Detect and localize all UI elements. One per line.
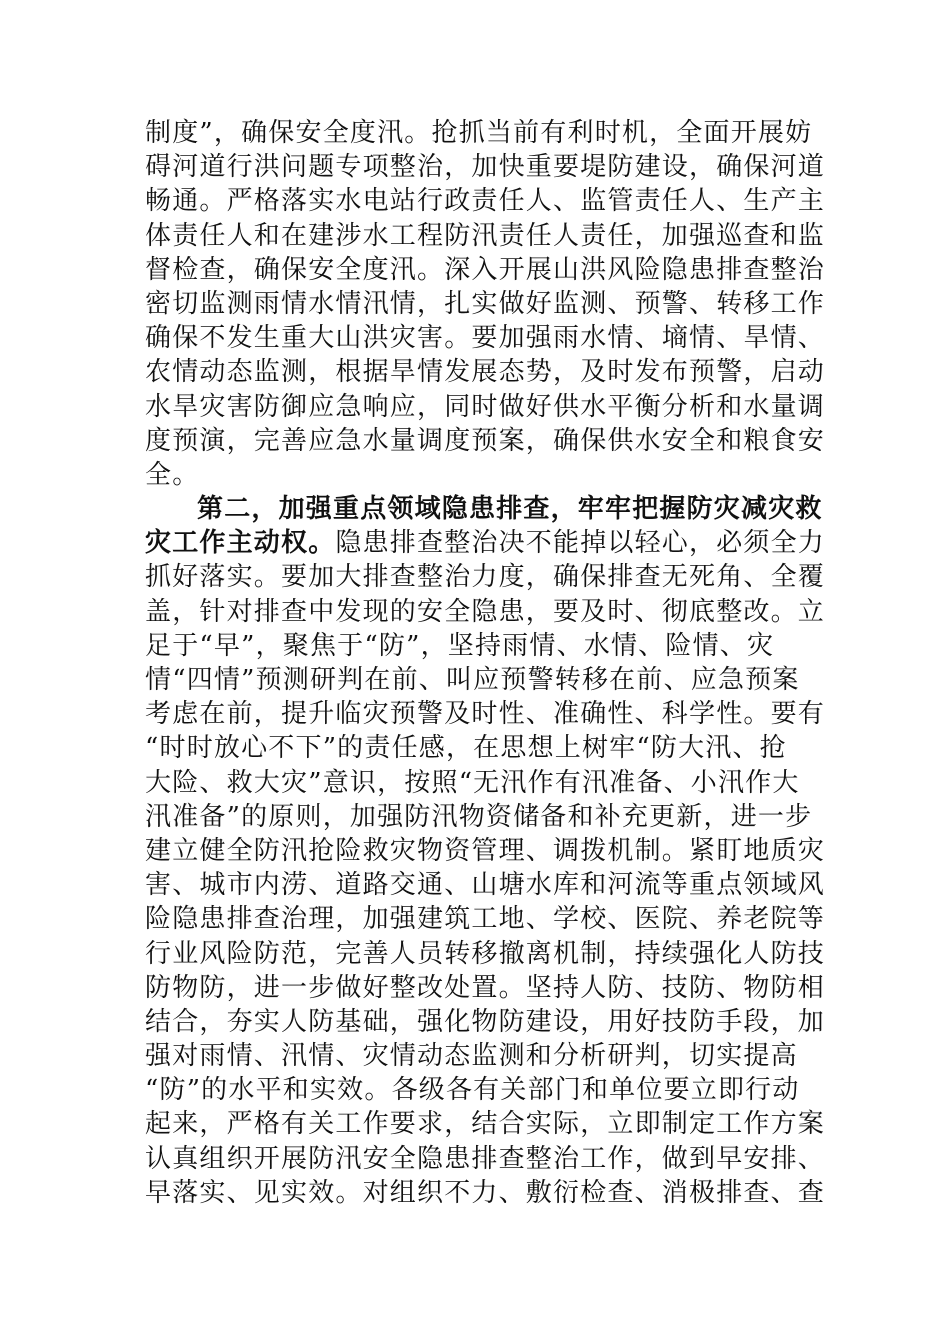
text-line: 行业风险防范，完善人员转移撤离机制，持续强化人防技 (145, 938, 826, 969)
text-line: 大险、救大灾”意识，按照“无汛作有汛准备、小汛作大 (145, 767, 800, 798)
text-line: 农情动态监测，根据旱情发展态势，及时发布预警，启动 (145, 357, 826, 388)
text-line: “时时放心不下”的责任感，在思想上树牢“防大汛、抢 (145, 733, 787, 764)
paragraph-heading-continued: 灾工作主动权。 (145, 528, 336, 559)
text-line: 制度”，确保安全度汛。抢抓当前有利时机，全面开展妨 (145, 118, 813, 148)
text-line: 全。 (145, 459, 200, 490)
text-line: “防”的水平和实效。各级各有关部门和单位要立即行动 (145, 1075, 800, 1106)
text-line: 汛准备”的原则，加强防汛物资储备和补充更新，进一步 (145, 801, 813, 832)
text-line: 畅通。严格落实水电站行政责任人、监管责任人、生产主 (145, 186, 826, 217)
document-body (145, 116, 826, 1210)
text-line: 盖，针对排查中发现的安全隐患，要及时、彻底整改。立 (145, 596, 826, 627)
text-line-rest: 隐患排查整治决不能掉以轻心，必须全力 (335, 528, 826, 559)
text-line: 水旱灾害防御应急响应，同时做好供水平衡分析和水量调 (145, 391, 826, 422)
text-line: 碍河道行洪问题专项整治，加快重要堤防建设，确保河道 (145, 152, 826, 183)
text-line: 险隐患排查治理，加强建筑工地、学校、医院、养老院等 (145, 904, 826, 935)
text-line: 督检查，确保安全度汛。深入开展山洪风险隐患排查整治 (145, 254, 826, 285)
text-line: 度预演，完善应急水量调度预案，确保供水安全和粮食安 (145, 425, 826, 456)
text-line (145, 526, 826, 560)
text-line: 起来，严格有关工作要求，结合实际，立即制定工作方案 (145, 1109, 826, 1140)
text-line: 早落实、见实效。对组织不力、敷衍检查、消极排查、查 (145, 1177, 826, 1208)
text-line: 强对雨情、汛情、灾情动态监测和分析研判，切实提高 (145, 1041, 798, 1072)
text-line: 认真组织开展防汛安全隐患排查整治工作，做到早安排、 (145, 1143, 826, 1174)
text-line: 情“四情”预测研判在前、叫应预警转移在前、应急预案 (145, 665, 800, 695)
text-line: 建立健全防汛抢险救灾物资管理、调拨机制。紧盯地质灾 (145, 835, 826, 866)
text-line: 体责任人和在建涉水工程防汛责任人责任，加强巡查和监 (145, 220, 826, 251)
text-line: 考虑在前，提升临灾预警及时性、准确性、科学性。要有 (145, 699, 826, 730)
text-line: 抓好落实。要加大排查整治力度，确保排查无死角、全覆 (145, 562, 826, 593)
text-line: 确保不发生重大山洪灾害。要加强雨水情、墒情、旱情、 (145, 323, 826, 354)
paragraph-heading-line (145, 492, 823, 526)
text-line: 足于“早”，聚焦于“防”，坚持雨情、水情、险情、灾 (145, 630, 775, 661)
paragraph-heading: 第二，加强重点领域隐患排查，牢牢把握防灾减灾救 (197, 494, 823, 525)
text-line: 防物防，进一步做好整改处置。坚持人防、技防、物防相 (145, 972, 826, 1003)
text-line: 害、城市内涝、道路交通、山塘水库和河流等重点领域风 (145, 870, 826, 901)
text-line: 结合，夯实人防基础，强化物防建设，用好技防手段，加 (145, 1006, 826, 1037)
text-line: 密切监测雨情水情汛情，扎实做好监测、预警、转移工作 (145, 288, 826, 319)
